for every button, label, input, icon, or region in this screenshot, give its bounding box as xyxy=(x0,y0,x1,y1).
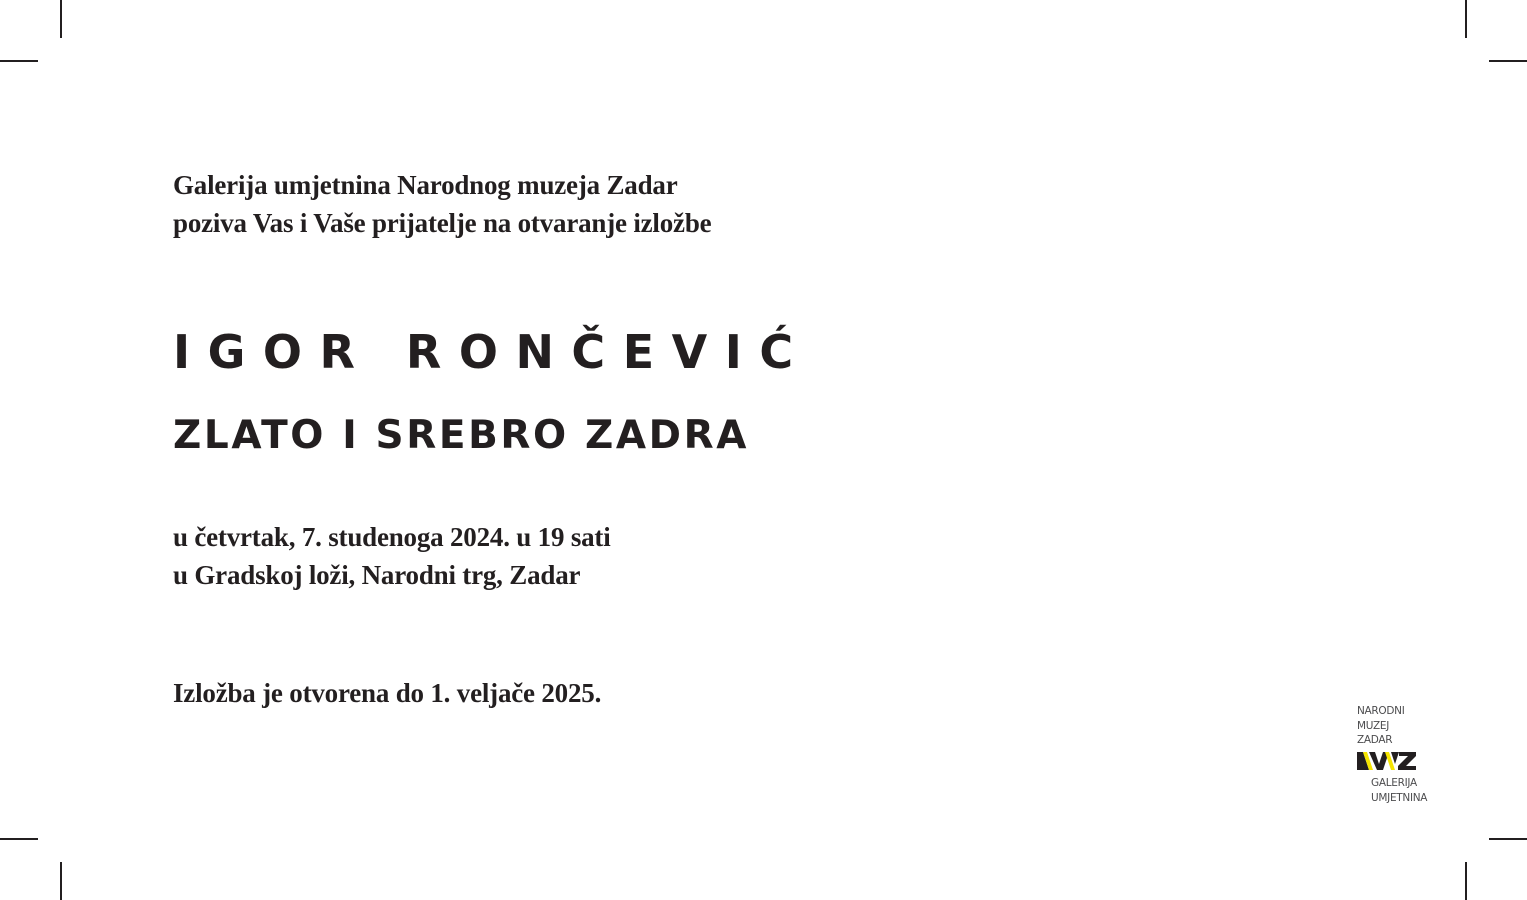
crop-mark-top-right-vertical xyxy=(1465,0,1467,38)
crop-mark-bottom-right-vertical xyxy=(1465,862,1467,900)
museum-logo xyxy=(1357,704,1457,814)
logo-bottom-text xyxy=(1371,776,1427,805)
intro-line-2: poziva Vas i Vaše prijatelje na otvaranje izložbe xyxy=(173,208,712,238)
exhibition-title: ZLATO I SREBRO ZADRA xyxy=(173,413,750,458)
crop-mark-bottom-left-vertical xyxy=(60,862,62,900)
artist-name: IGOR RONČEVIĆ xyxy=(173,325,811,379)
logo-line-zadar: ZADAR xyxy=(1357,734,1393,746)
logo-line-muzej: MUZEJ xyxy=(1357,719,1389,732)
logo-line-umjetnina: UMJETNINA xyxy=(1371,791,1428,804)
crop-mark-bottom-left-horizontal xyxy=(0,838,38,840)
crop-mark-top-right-horizontal xyxy=(1489,60,1527,62)
event-details xyxy=(173,518,611,594)
logo-line-galerija: GALERIJA xyxy=(1371,777,1417,789)
logo-mark-z xyxy=(1398,752,1416,770)
exhibition-closing-date: Izložba je otvorena do 1. veljače 2025. xyxy=(173,678,602,708)
nmz-logo-mark xyxy=(1357,752,1417,772)
invitation-intro xyxy=(173,166,711,242)
crop-mark-bottom-right-horizontal xyxy=(1489,838,1527,840)
logo-top-text xyxy=(1357,704,1457,748)
crop-mark-top-left-horizontal xyxy=(0,60,38,62)
crop-mark-top-left-vertical xyxy=(60,0,62,38)
intro-line-1: Galerija umjetnina Narodnog muzeja Zadar xyxy=(173,170,678,200)
logo-line-narodni: NARODNI xyxy=(1357,705,1405,717)
event-place: u Gradskoj loži, Narodni trg, Zadar xyxy=(173,560,581,590)
event-date: u četvrtak, 7. studenoga 2024. u 19 sati xyxy=(173,522,611,552)
